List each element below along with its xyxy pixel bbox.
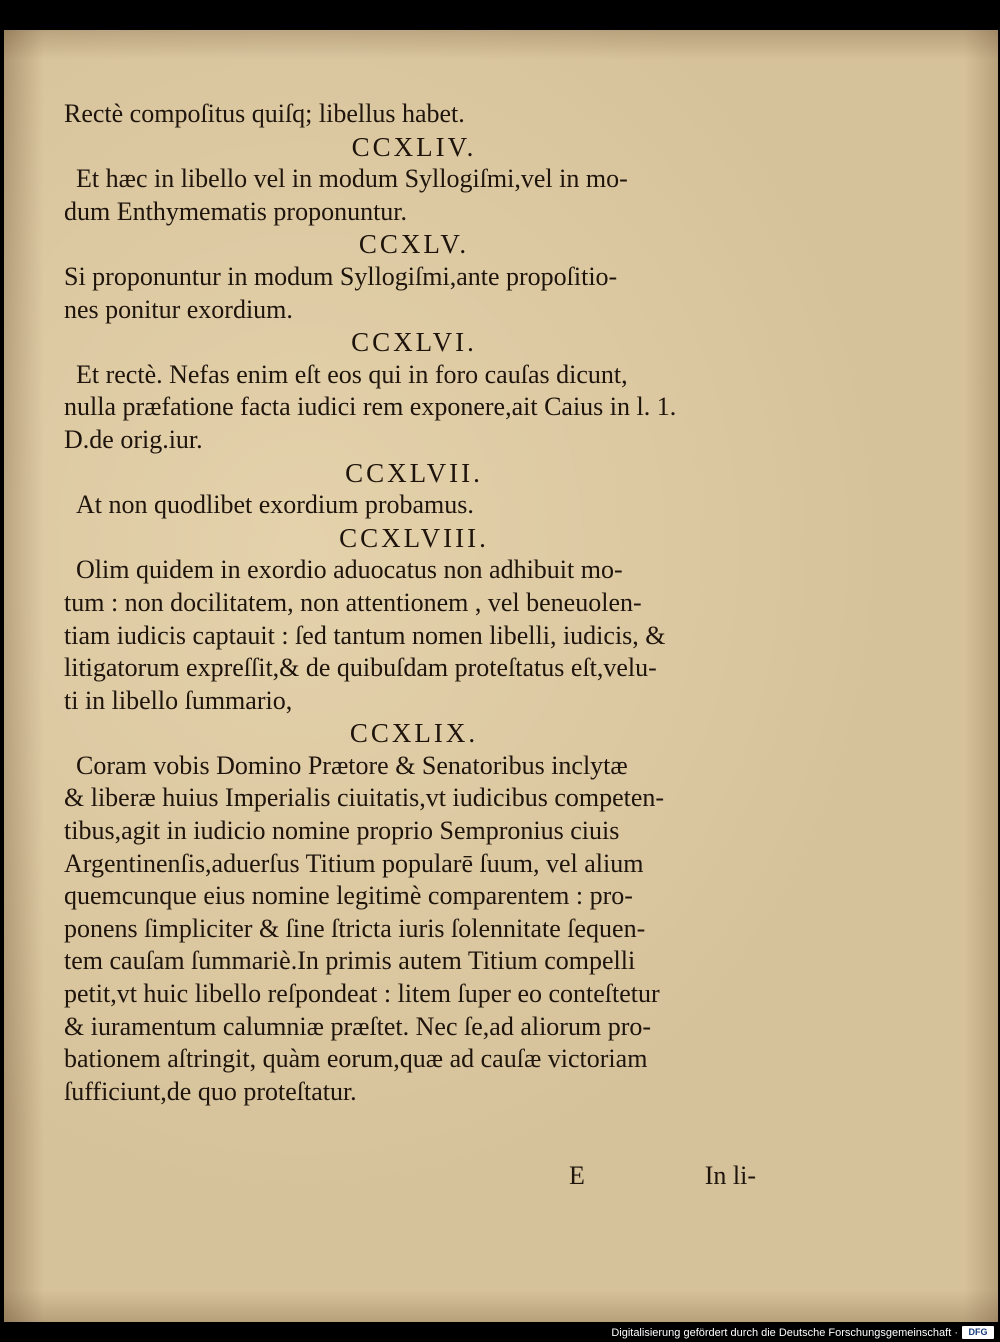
section-numeral-heading: CCXLIX.	[349, 718, 479, 749]
text-line: D.de orig.iur.	[64, 424, 203, 454]
catchword: In li-	[704, 1161, 756, 1190]
text-line: Et hæc in libello vel in modum Syllogiſmi,vel in mo-	[76, 164, 628, 194]
text-line: Rectè compoſitus quiſq; libellus habet.	[64, 99, 465, 128]
text-line: tem cauſam ſummariè.In primis autem Titium compelli	[64, 946, 636, 976]
text-line: tum : non docilitatem, non attentionem , vel beneuolen-	[64, 587, 642, 617]
text-line: petit,vt huic libello reſpondeat : litem ſuper eo conteſtetur	[64, 979, 660, 1009]
signature-mark: E	[569, 1161, 585, 1190]
text-line: Olim quidem in exordio aduocatus non adhibuit mo-	[76, 555, 623, 585]
section-numeral-heading: CCXLVII.	[345, 457, 483, 488]
credit-bar	[0, 1322, 1000, 1342]
section-numeral-heading: CCXLVI.	[351, 327, 477, 358]
dfg-logo-icon: DFG	[962, 1326, 994, 1339]
digitization-credit: Digitalisierung gefördert durch die Deutsche Forschungsgemeinschaft ·	[611, 1327, 958, 1339]
text-line: litigatorum expreſſit,& de quibuſdam proteſtatus eſt,velu-	[64, 653, 657, 683]
text-line: Et rectè. Nefas enim eſt eos qui in foro cauſas dicunt,	[76, 359, 628, 389]
text-line: ponens ſimpliciter & ſine ſtricta iuris ſolennitate ſequen-	[64, 913, 646, 943]
text-line: dum Enthymematis proponuntur.	[64, 196, 408, 226]
text-line: bationem aſtringit, quàm eorum,quæ ad cauſæ victoriam	[64, 1044, 648, 1074]
section-numeral-heading: CCXLIV.	[351, 131, 477, 162]
text-line: tibus,agit in iudicio nomine proprio Sempronius ciuis	[64, 816, 620, 846]
page-text-block	[64, 98, 764, 1108]
book-page	[4, 30, 998, 1322]
page-footer-row	[64, 1161, 756, 1195]
text-line: nes ponitur exordium.	[64, 294, 293, 324]
text-line: Coram vobis Domino Prætore & Senatoribus inclytæ	[76, 750, 628, 780]
text-line: & iuramentum calumniæ præſtet. Nec ſe,ad aliorum pro-	[64, 1011, 652, 1041]
text-line: Argentinenſis,aduerſus Titium popularē ſuum, vel alium	[64, 848, 644, 878]
text-line: quemcunque eius nomine legitimè comparentem : pro-	[64, 881, 633, 911]
text-line: Si proponuntur in modum Syllogiſmi,ante propoſitio-	[64, 261, 618, 291]
text-line: ſufficiunt,de quo proteſtatur.	[64, 1076, 357, 1106]
text-line: nulla præfatione facta iudici rem exponere,ait Caius in l. 1.	[64, 392, 677, 422]
text-line: tiam iudicis captauit : ſed tantum nomen libelli, iudicis, &	[64, 620, 666, 650]
text-line: ti in libello ſummario,	[64, 685, 293, 715]
section-numeral-heading: CCXLVIII.	[339, 522, 489, 553]
text-line: & liberæ huius Imperialis ciuitatis,vt iudicibus competen-	[64, 783, 665, 813]
text-line: At non quodlibet exordium probamus.	[76, 490, 474, 520]
section-numeral-heading: CCXLV.	[358, 229, 470, 260]
